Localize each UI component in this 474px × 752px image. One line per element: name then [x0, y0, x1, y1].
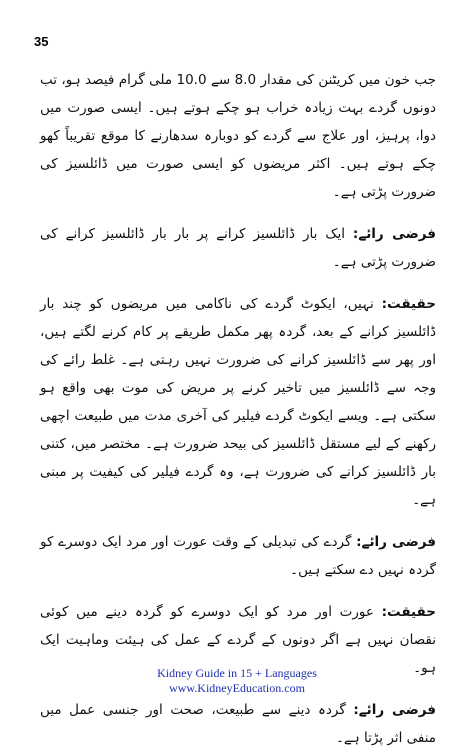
page-footer — [0, 666, 474, 696]
paragraph-text: ایک بار ڈائلسیز کرانے پر بار بار ڈائلسیز کرانے کی ضرورت پڑتی ہے۔ — [40, 226, 436, 270]
paragraph-myth-donation-health — [40, 696, 436, 752]
fact-label: حقیقت: — [381, 296, 436, 312]
paragraph-creatinine-intro — [40, 66, 436, 206]
paragraph-myth-repeat-dialysis — [40, 220, 436, 276]
footer-title: Kidney Guide in 15 + Languages — [157, 666, 317, 680]
paragraph-text: جب خون میں کریٹنن کی مقدار 8.0 سے 10.0 ملی گرام فیصد ہو، تب دونوں گردے بہت زیادہ خراب ہو چکے ہوتے ہیں۔ ایسی صورت میں دوا، پرہیز، اور علاج سے گردے کو دوبارہ سدھارنے کا موقع تقریباً کھو چکے ہوتے ہیں۔ اکثر مریضوں کو ایسی صورت میں ڈائلسیز کی ضرورت پڑتی ہے۔ — [40, 72, 436, 200]
myth-label: فرضی رائے: — [352, 226, 437, 242]
myth-label: فرضی رائے: — [356, 534, 436, 550]
paragraph-text: گردے کی تبدیلی کے وقت عورت اور مرد ایک دوسرے کو گردہ نہیں دے سکتے ہیں۔ — [40, 534, 436, 578]
paragraph-text: عورت اور مرد کو ایک دوسرے کو گردہ دینے میں کوئی نقصان نہیں ہے اگر دونوں کے گردے کے عمل کی ہیئت وماہیت ایک ہو۔ — [40, 604, 436, 676]
fact-label: حقیقت: — [381, 604, 437, 620]
myth-label: فرضی رائے: — [353, 702, 436, 718]
page-number: 35 — [34, 34, 49, 49]
paragraph-text: گردہ دینے سے طبیعت، صحت اور جنسی عمل میں منفی اثر پڑتا ہے۔ — [40, 702, 436, 746]
page-content — [40, 66, 436, 752]
paragraph-text: نہیں، ایکوٹ گردے کی ناکامی میں مریضوں کو چند بار ڈائلسیز کرانے کے بعد، گردہ پھر مکمل طریقے پر کام کرنے لگتے ہیں، اور پھر سے ڈائلسیز کرانے کی ضرورت نہیں رہتی ہے۔ غلط رائے کی وجہ سے ڈائلسیز میں تاخیر کرنے پر مریض کی موت بھی واقع ہو سکتی ہے۔ ویسے ایکوٹ گردے فیلیر کی آخری مدت میں طبیعت اچھی رکھنے کے لیے مستقل ڈائلسیز کی بیحد ضرورت ہے۔ مختصر میں، کتنی بار ڈائلسیز کرانے کی ضرورت ہے، وہ گردے فیلیر کی کیفیت پر مبنی ہے۔ — [40, 296, 436, 508]
paragraph-fact-repeat-dialysis — [40, 290, 436, 514]
footer-website: www.KidneyEducation.com — [169, 681, 305, 695]
paragraph-myth-kidney-donation-gender — [40, 528, 436, 584]
